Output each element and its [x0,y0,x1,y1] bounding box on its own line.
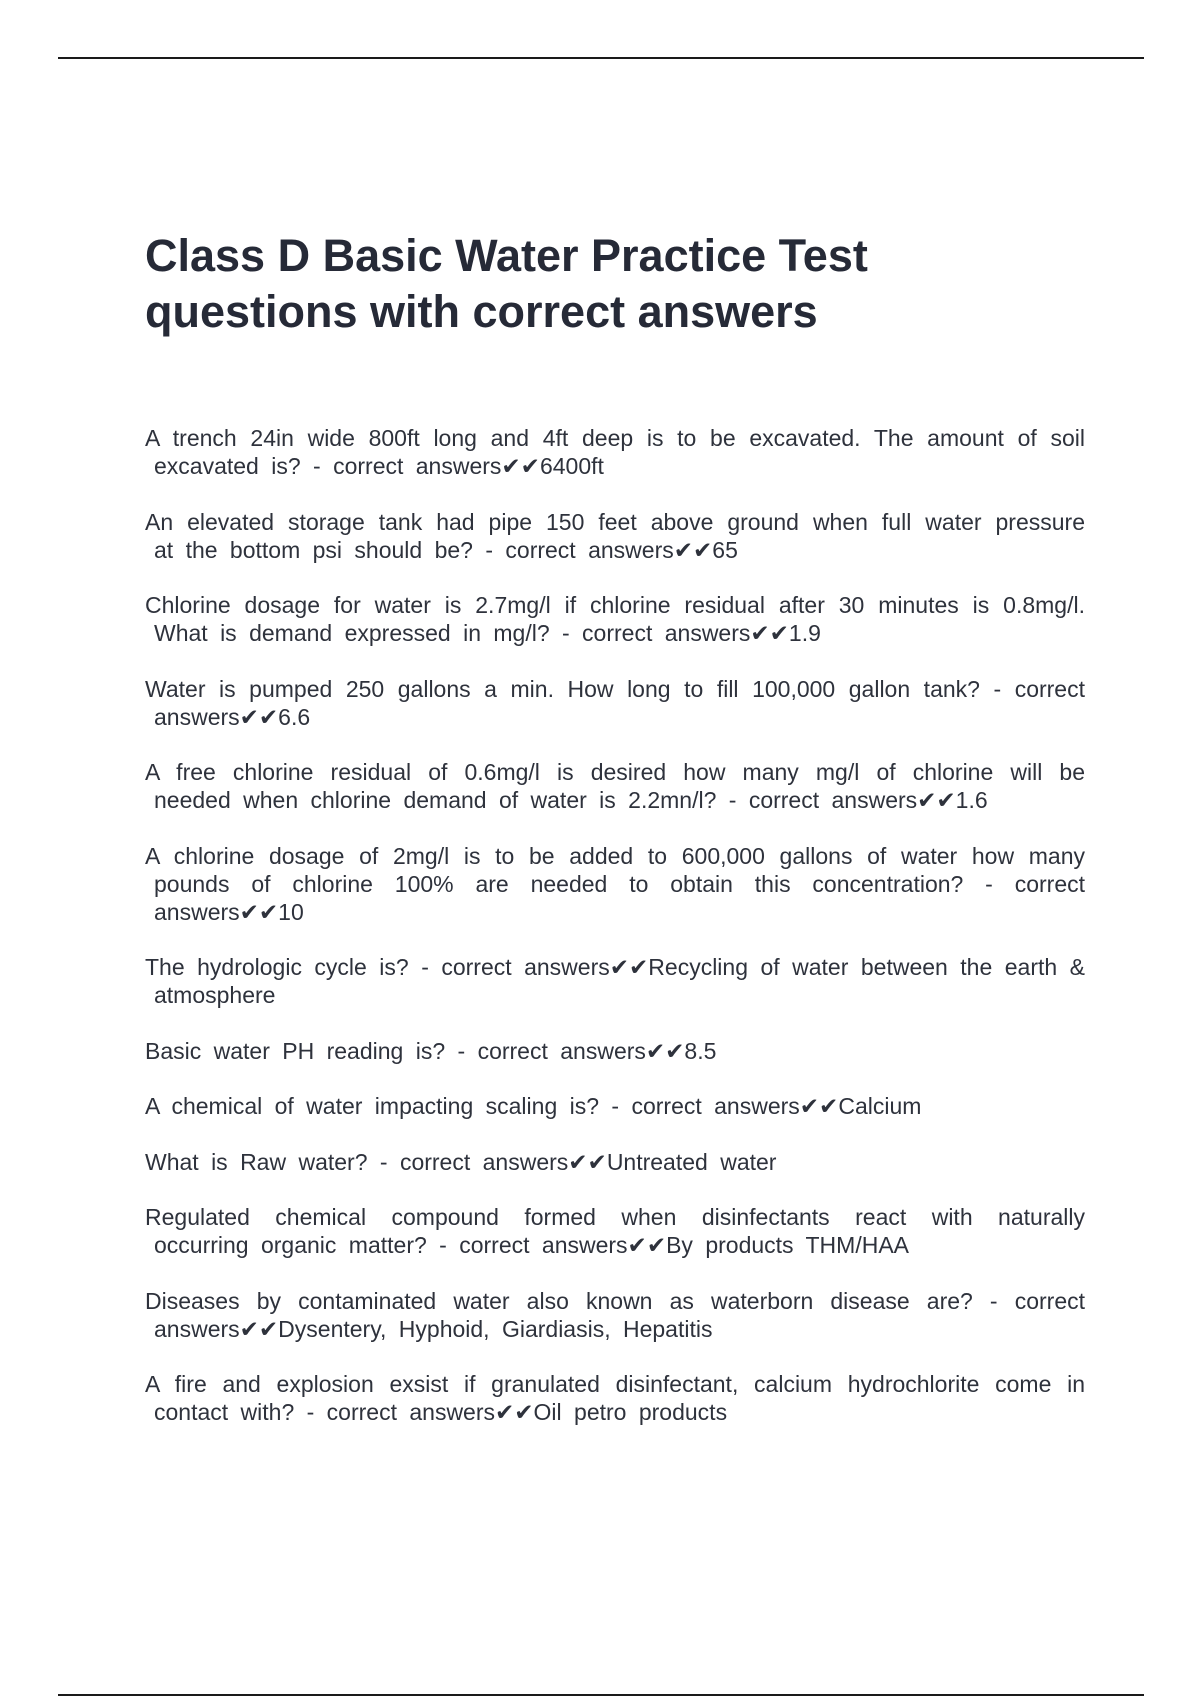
qa-item-3: Chlorine dosage for water is 2.7mg/l if chlorine residual after 30 minutes is 0.8mg/l. What is demand expressed in mg/l? - correct answers✔✔1.9 [145,592,1085,646]
qa-item-7: The hydrologic cycle is? - correct answers✔✔Recycling of water between the earth & atmosphere [145,954,1085,1008]
qa-item-2: An elevated storage tank had pipe 150 feet above ground when full water pressure at the bottom psi should be? - correct answers✔✔65 [145,508,1085,563]
qa-list [145,424,1085,1454]
qa-item-8: Basic water PH reading is? - correct answers✔✔8.5 [145,1037,717,1064]
qa-item-1: A trench 24in wide 800ft long and 4ft deep is to be excavated. The amount of soil excavated is? - correct answers✔✔6400ft [145,425,1085,479]
qa-item-9: A chemical of water impacting scaling is? - correct answers✔✔Calcium [145,1093,922,1119]
document-title: Class D Basic Water Practice Test questions with correct answers [145,230,868,337]
qa-item-12: Diseases by contaminated water also known as waterborn disease are? - correct answers✔✔Dysentery, Hyphoid, Giardiasis, Hepatitis [145,1287,1085,1342]
qa-item-11: Regulated chemical compound formed when disinfectants react with naturally occurring organic matter? - correct answers✔✔By products THM/HAA [145,1204,1085,1258]
qa-item-10: What is Raw water? - correct answers✔✔Untreated water [145,1148,777,1175]
qa-item-6: A chlorine dosage of 2mg/l is to be added to 600,000 gallons of water how many pounds of chlorine 100% are needed to obtain this concentration? - correct answers✔✔10 [145,842,1085,925]
footer-rule [58,1694,1144,1696]
qa-item-4: Water is pumped 250 gallons a min. How long to fill 100,000 gallon tank? - correct answers✔✔6.6 [145,675,1085,730]
qa-item-5: A free chlorine residual of 0.6mg/l is desired how many mg/l of chlorine will be needed when chlorine demand of water is 2.2mn/l? - correct answers✔✔1.6 [145,759,1085,813]
header-rule [58,57,1144,59]
qa-item-13: A fire and explosion exsist if granulated disinfectant, calcium hydrochlorite come in contact with? - correct answers✔✔Oil petro products [145,1371,1085,1425]
